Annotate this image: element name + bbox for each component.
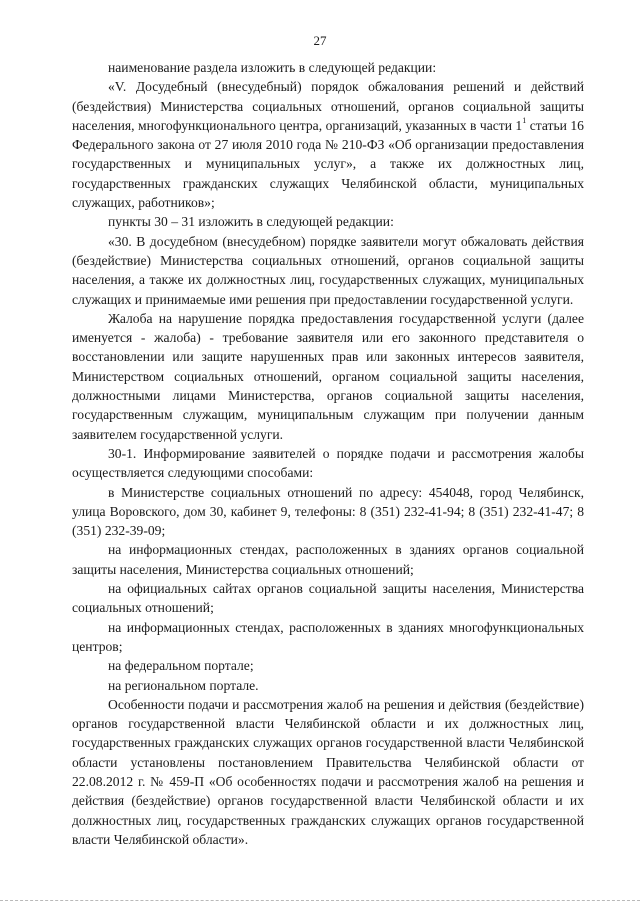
paragraph-ministry-address: в Министерстве социальных отношений по адресу: 454048, город Челябинск, улица Воровского, дом 30, кабинет 9, телефоны: 8 (351) 232-41-94; 8 (351) 232-41-47; 8 (351) 232-39-09; <box>72 484 584 539</box>
paragraph-info-stands-mfc: на информационных стендах, расположенных в зданиях многофункциональных центров; <box>72 619 584 654</box>
paragraph-point-30: «30. В досудебном (внесудебном) порядке заявители могут обжаловать действия (бездействие) Министерства социальных отношений, органов социальной защиты населения, а также их должностных лиц, государственных служащих, муниципальных служащих и принимаемые ими решения при предоставлении государственной услуги. <box>72 233 584 307</box>
page-number: 27 <box>313 33 327 48</box>
paragraph-federal-portal: на федеральном портале; <box>108 658 254 674</box>
paragraph-info-stands-social: на информационных стендах, расположенных в зданиях органов социальной защиты населения, Министерства социальных отношений; <box>72 542 584 577</box>
paragraph-regional-portal: на региональном портале. <box>108 677 259 693</box>
paragraph-section-v-title <box>72 77 584 212</box>
paragraph-points-intro: пункты 30 – 31 изложить в следующей редакции: <box>108 214 394 230</box>
document-body <box>72 58 584 849</box>
paragraph-section-v-text: «V. Досудебный (внесудебный) порядок обжалования решений и действий (бездействия) Министерства социальных отношений, органов социальной защиты населения, многофункционального центра, организаций, указанных в части 1 <box>72 79 584 133</box>
scan-bottom-edge <box>0 900 640 901</box>
paragraph-point-30-1: 30-1. Информирование заявителей о порядке подачи и рассмотрения жалобы осуществляется следующими способами: <box>72 445 584 481</box>
paragraph-complaint-features: Особенности подачи и рассмотрения жалоб на решения и действия (бездействие) органов государственной власти Челябинской области и их должностных лиц, государственных гражданских служащих органов государственной власти Челябинской области установлены постановлением Правительства Челябинской области от 22.08.2012 г. № 459-П «Об особенностях подачи и рассмотрения жалоб на решения и действия (бездействие) органов государственной власти Челябинской области и их должностных лиц, государственных гражданских служащих органов государственной власти Челябинской области». <box>72 696 584 847</box>
superscript-part-index: 1 <box>522 116 527 126</box>
paragraph-official-sites: на официальных сайтах органов социальной защиты населения, Министерства социальных отношений; <box>72 581 584 616</box>
paragraph-complaint-definition: Жалоба на нарушение порядка предоставления государственной услуги (далее именуется - жалоба) - требование заявителя или его законного представителя о восстановлении или защите нарушенных прав или законных интересов заявителя, Министерством социальных отношений, органом социальной защиты населения, должностными лицами Министерства, органов социальной защиты населения, государственным служащим, муниципальным служащим при получении данным заявителем государственной услуги. <box>72 310 584 442</box>
paragraph-section-title-intro: наименование раздела изложить в следующей редакции: <box>108 60 437 75</box>
paragraph-section-v-tail: статьи 16 Федерального закона от 27 июля 2010 года № 210-ФЗ «Об организации предоставления государственных и муниципальных услуг», а также их должностных лиц, государственных гражданских служащих Челябинской области, муниципальных служащих, работников»; <box>72 117 584 211</box>
